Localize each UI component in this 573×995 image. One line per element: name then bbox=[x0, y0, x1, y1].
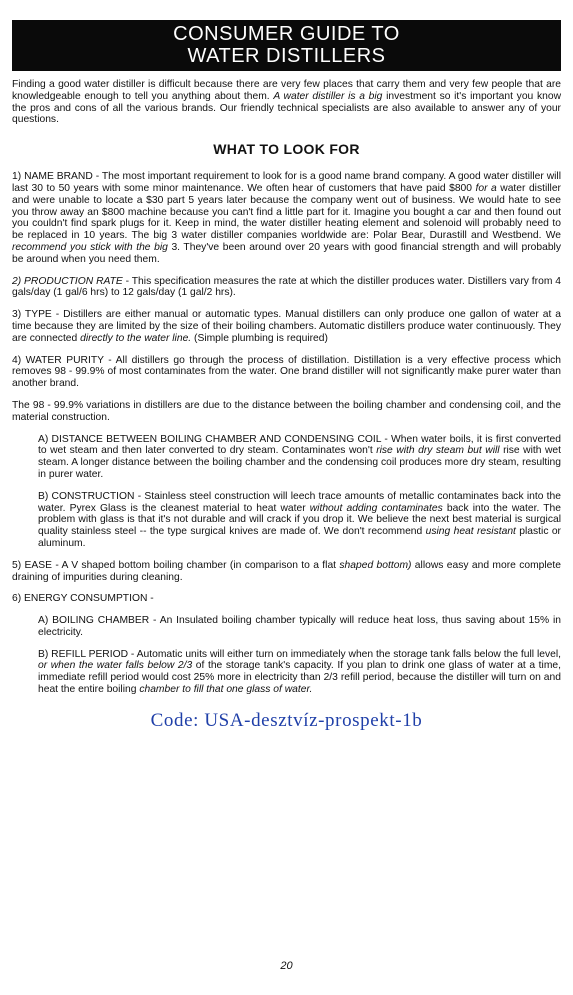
item-energy-consumption: 6) ENERGY CONSUMPTION - bbox=[12, 593, 154, 605]
item-production-rate bbox=[12, 276, 561, 300]
guide-title-banner bbox=[12, 20, 561, 71]
emphasis: for a bbox=[475, 182, 497, 194]
emphasis: without adding contaminates bbox=[309, 502, 443, 514]
text: plastic or aluminum. bbox=[38, 526, 561, 549]
text: 1) NAME BRAND - The most important requirement to look for is a good name brand company. A good water distiller will last 30 to 50 years with some minor maintenance. We often hear of customers that have paid $800 bbox=[12, 171, 561, 194]
text: of the storage tank's capacity. If you plan to drink one glass of water at a time, immediate refill period would cost 25% more in electricity than 2/3 refill period, because the distiller will turn on and heat the entire boiling bbox=[38, 660, 561, 696]
item-type bbox=[12, 309, 561, 344]
text: back into the water. The problem with glass is that it's not durable and will crack if you drop it. We believe the next best material is surgical quality stainless steel -- the type surgical knives are made of. We don't recommend bbox=[38, 502, 561, 538]
title-line-2: WATER DISTILLERS bbox=[187, 45, 386, 67]
emphasis: 2) PRODUCTION RATE bbox=[12, 275, 123, 287]
intro-emphasis: A water distiller is a big bbox=[273, 90, 383, 102]
title-line-1: CONSUMER GUIDE TO bbox=[173, 23, 400, 45]
item-water-purity: 4) WATER PURITY - All distillers go through the process of distillation. Distillation is a very effective process which removes 98 - 99.9% of most contaminates from the water. One brand distiller will not significantly make purer water than another brand. bbox=[12, 354, 561, 390]
emphasis: recommend you stick with the big bbox=[12, 241, 168, 253]
text: B) REFILL PERIOD - Automatic units will either turn on immediately when the storage tank falls below the full level, bbox=[38, 648, 561, 660]
emphasis: rise with dry steam but will bbox=[376, 445, 500, 457]
section-heading: WHAT TO LOOK FOR bbox=[213, 141, 360, 158]
item-ease bbox=[12, 560, 561, 584]
text: rise with wet steam. A longer distance between the boiling chamber and the condensing coil produces more dry steam, resulting in purer water. bbox=[38, 445, 561, 480]
emphasis: or when the water falls below 2/3 bbox=[38, 660, 193, 672]
text: 5) EASE - A V shaped bottom boiling chamber (in comparison to a flat bbox=[12, 559, 340, 571]
intro-text: Finding a good water distiller is difficult because there are very few places that carry them and very few people that are knowledgeable enough to tell you anything about them. bbox=[12, 79, 561, 102]
emphasis: directly to the water line. bbox=[80, 332, 192, 344]
subitem-boiling-chamber: A) BOILING CHAMBER - An Insulated boiling chamber typically will reduce heat loss, thus saving about 15% in electricity. bbox=[38, 615, 561, 638]
intro-paragraph bbox=[12, 79, 561, 126]
subitem-refill-period bbox=[38, 649, 561, 696]
text: 3. They've been around over 20 years with good financial strength and will probably be around when you need them. bbox=[12, 241, 561, 265]
emphasis: chamber to fill that one glass of water. bbox=[139, 684, 313, 696]
subitem-construction bbox=[38, 491, 561, 550]
text: A) DISTANCE BETWEEN BOILING CHAMBER AND CONDENSING COIL - When water boils, it is first converted to wet steam and then later converted to dry steam. Contaminates won't bbox=[38, 433, 561, 457]
item-name-brand bbox=[12, 171, 561, 265]
text: (Simple plumbing is required) bbox=[191, 332, 328, 344]
purity-variations-paragraph: The 98 - 99.9% variations in distillers are due to the distance between the boiling chamber and condensing coil, and the material construction. bbox=[12, 399, 561, 423]
text: - This specification measures the rate at which the distiller produces water. Distillers vary from 4 gals/day (1 gal/6 hrs) to 12 gals/day (1 gal/2 hrs). bbox=[12, 275, 561, 299]
text: allows easy and more complete draining of impurities during cleaning. bbox=[12, 559, 561, 583]
emphasis: using heat resistant bbox=[425, 526, 516, 538]
document-code: Code: USA-desztvíz-prospekt-1b bbox=[150, 709, 423, 731]
page-number: 20 bbox=[280, 960, 293, 972]
emphasis: shaped bottom) bbox=[339, 559, 412, 571]
intro-text-end: investment so it's important you know the pros and cons of all the various brands. Our friendly technical specialists are also available to answer any of your questions. bbox=[12, 90, 562, 126]
document-page bbox=[12, 20, 561, 732]
text: water distiller and were unable to locate a $30 part 5 years later because the company went out of business. We would hate to see you throw away an $800 machine because you can't find a little part for it. Imagine you bought a car and then found out you couldn't find spark plugs for it. Keep in mind, the water distiller heating element and solenoid will probably need to be replaced in 10 years. The big 3 water distiller companies worldwide are: Polar Bear, Durastill and Westbend. We bbox=[12, 182, 561, 242]
text: 3) TYPE - Distillers are either manual or automatic types. Manual distillers can only produce one gallon of water at a time because they are limited by the size of their boiling chambers. Automatic distillers produce water continuously. They are connected bbox=[12, 309, 561, 344]
text: B) CONSTRUCTION - Stainless steel construction will leech trace amounts of metallic contaminates back into the water. Pyrex Glass is the cleanest material to heat water bbox=[38, 490, 561, 514]
subitem-distance bbox=[38, 434, 561, 481]
